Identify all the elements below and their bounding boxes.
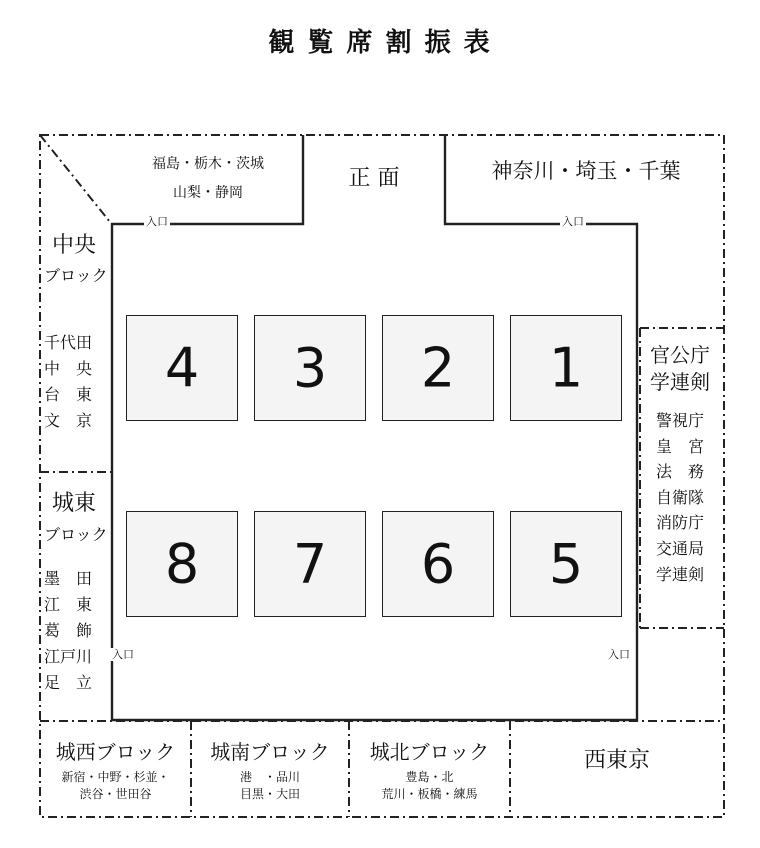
top-left-prefectures-line2: 山梨・静岡: [173, 185, 243, 201]
entrance-top-left: 入口: [146, 215, 168, 228]
top-right-prefectures: 神奈川・埼玉・千葉: [491, 159, 681, 183]
corner-diagonal: [40, 135, 110, 222]
top-left-prefectures-line1: 福島・栃木・茨城: [152, 156, 264, 172]
johoku-wards-line2: 荒川・板橋・練馬: [381, 787, 478, 801]
joto-ward-list: [44, 566, 92, 696]
right-block-line1: 官公庁: [650, 343, 710, 367]
member: 学連剣: [656, 564, 705, 584]
court-5: [510, 511, 622, 617]
court-number: 3: [292, 336, 328, 400]
josei-wards-line1: 新宿・中野・杉並・: [61, 770, 170, 784]
jonan-wards-line1: 港 ・品川: [239, 770, 300, 784]
ward: 江 東: [44, 594, 93, 614]
entrance-bottom-right: 入口: [608, 648, 630, 661]
court-7: [254, 511, 366, 617]
ward: 文 京: [44, 410, 93, 430]
ward: 台 東: [44, 384, 93, 404]
right-block-line2: 学連剣: [650, 370, 710, 394]
ward: 葛 飾: [44, 620, 93, 640]
court-number: 7: [292, 532, 328, 596]
chuo-block-suffix: ブロック: [44, 266, 108, 285]
ward: 中 央: [44, 358, 93, 378]
jonan-wards-line2: 目黒・大田: [239, 787, 300, 801]
member: 警視庁: [656, 411, 705, 430]
arena-wall-right: [112, 135, 637, 720]
ward: 足 立: [44, 672, 93, 692]
joto-block-name: 城東: [52, 491, 97, 516]
court-2: [382, 315, 494, 421]
member: 皇 宮: [656, 436, 705, 456]
josei-wards-line2: 渋谷・世田谷: [79, 787, 152, 801]
nishitokyo-block-name: 西東京: [583, 748, 650, 773]
court-1: [510, 315, 622, 421]
chuo-block-name: 中央: [52, 233, 97, 258]
court-number: 6: [420, 532, 456, 596]
page-title: 観 覧 席 割 振 表: [268, 28, 492, 58]
joto-block-suffix: ブロック: [44, 525, 108, 544]
court-4: [126, 315, 238, 421]
member: 交通局: [656, 538, 705, 558]
johoku-block-name: 城北ブロック: [369, 740, 490, 764]
court-number: 4: [164, 336, 200, 400]
court-6: [382, 511, 494, 617]
entrance-bottom-left: 入口: [112, 648, 134, 661]
outer-boundary: [40, 135, 724, 817]
arena-wall-left: [112, 135, 303, 720]
member: 自衛隊: [656, 487, 705, 507]
jonan-block-name: 城南ブロック: [210, 740, 330, 764]
ward: 墨 田: [44, 569, 93, 588]
court-number: 5: [548, 532, 584, 596]
member: 法 務: [656, 462, 705, 482]
entrance-top-right: 入口: [562, 215, 584, 228]
court-3: [254, 315, 366, 421]
member: 消防庁: [656, 513, 705, 533]
front-label: 正 面: [348, 166, 400, 191]
johoku-wards-line1: 豊島・北: [405, 770, 454, 784]
ward: 江戸川: [44, 646, 93, 666]
court-number: 2: [420, 336, 456, 400]
court-number: 8: [164, 532, 200, 596]
court-8: [126, 511, 238, 617]
josei-block-name: 城西ブロック: [55, 740, 176, 764]
ward: 千代田: [44, 333, 93, 352]
chuo-ward-list: [44, 330, 92, 434]
right-block-member-list: [656, 408, 704, 587]
court-number: 1: [548, 336, 584, 400]
